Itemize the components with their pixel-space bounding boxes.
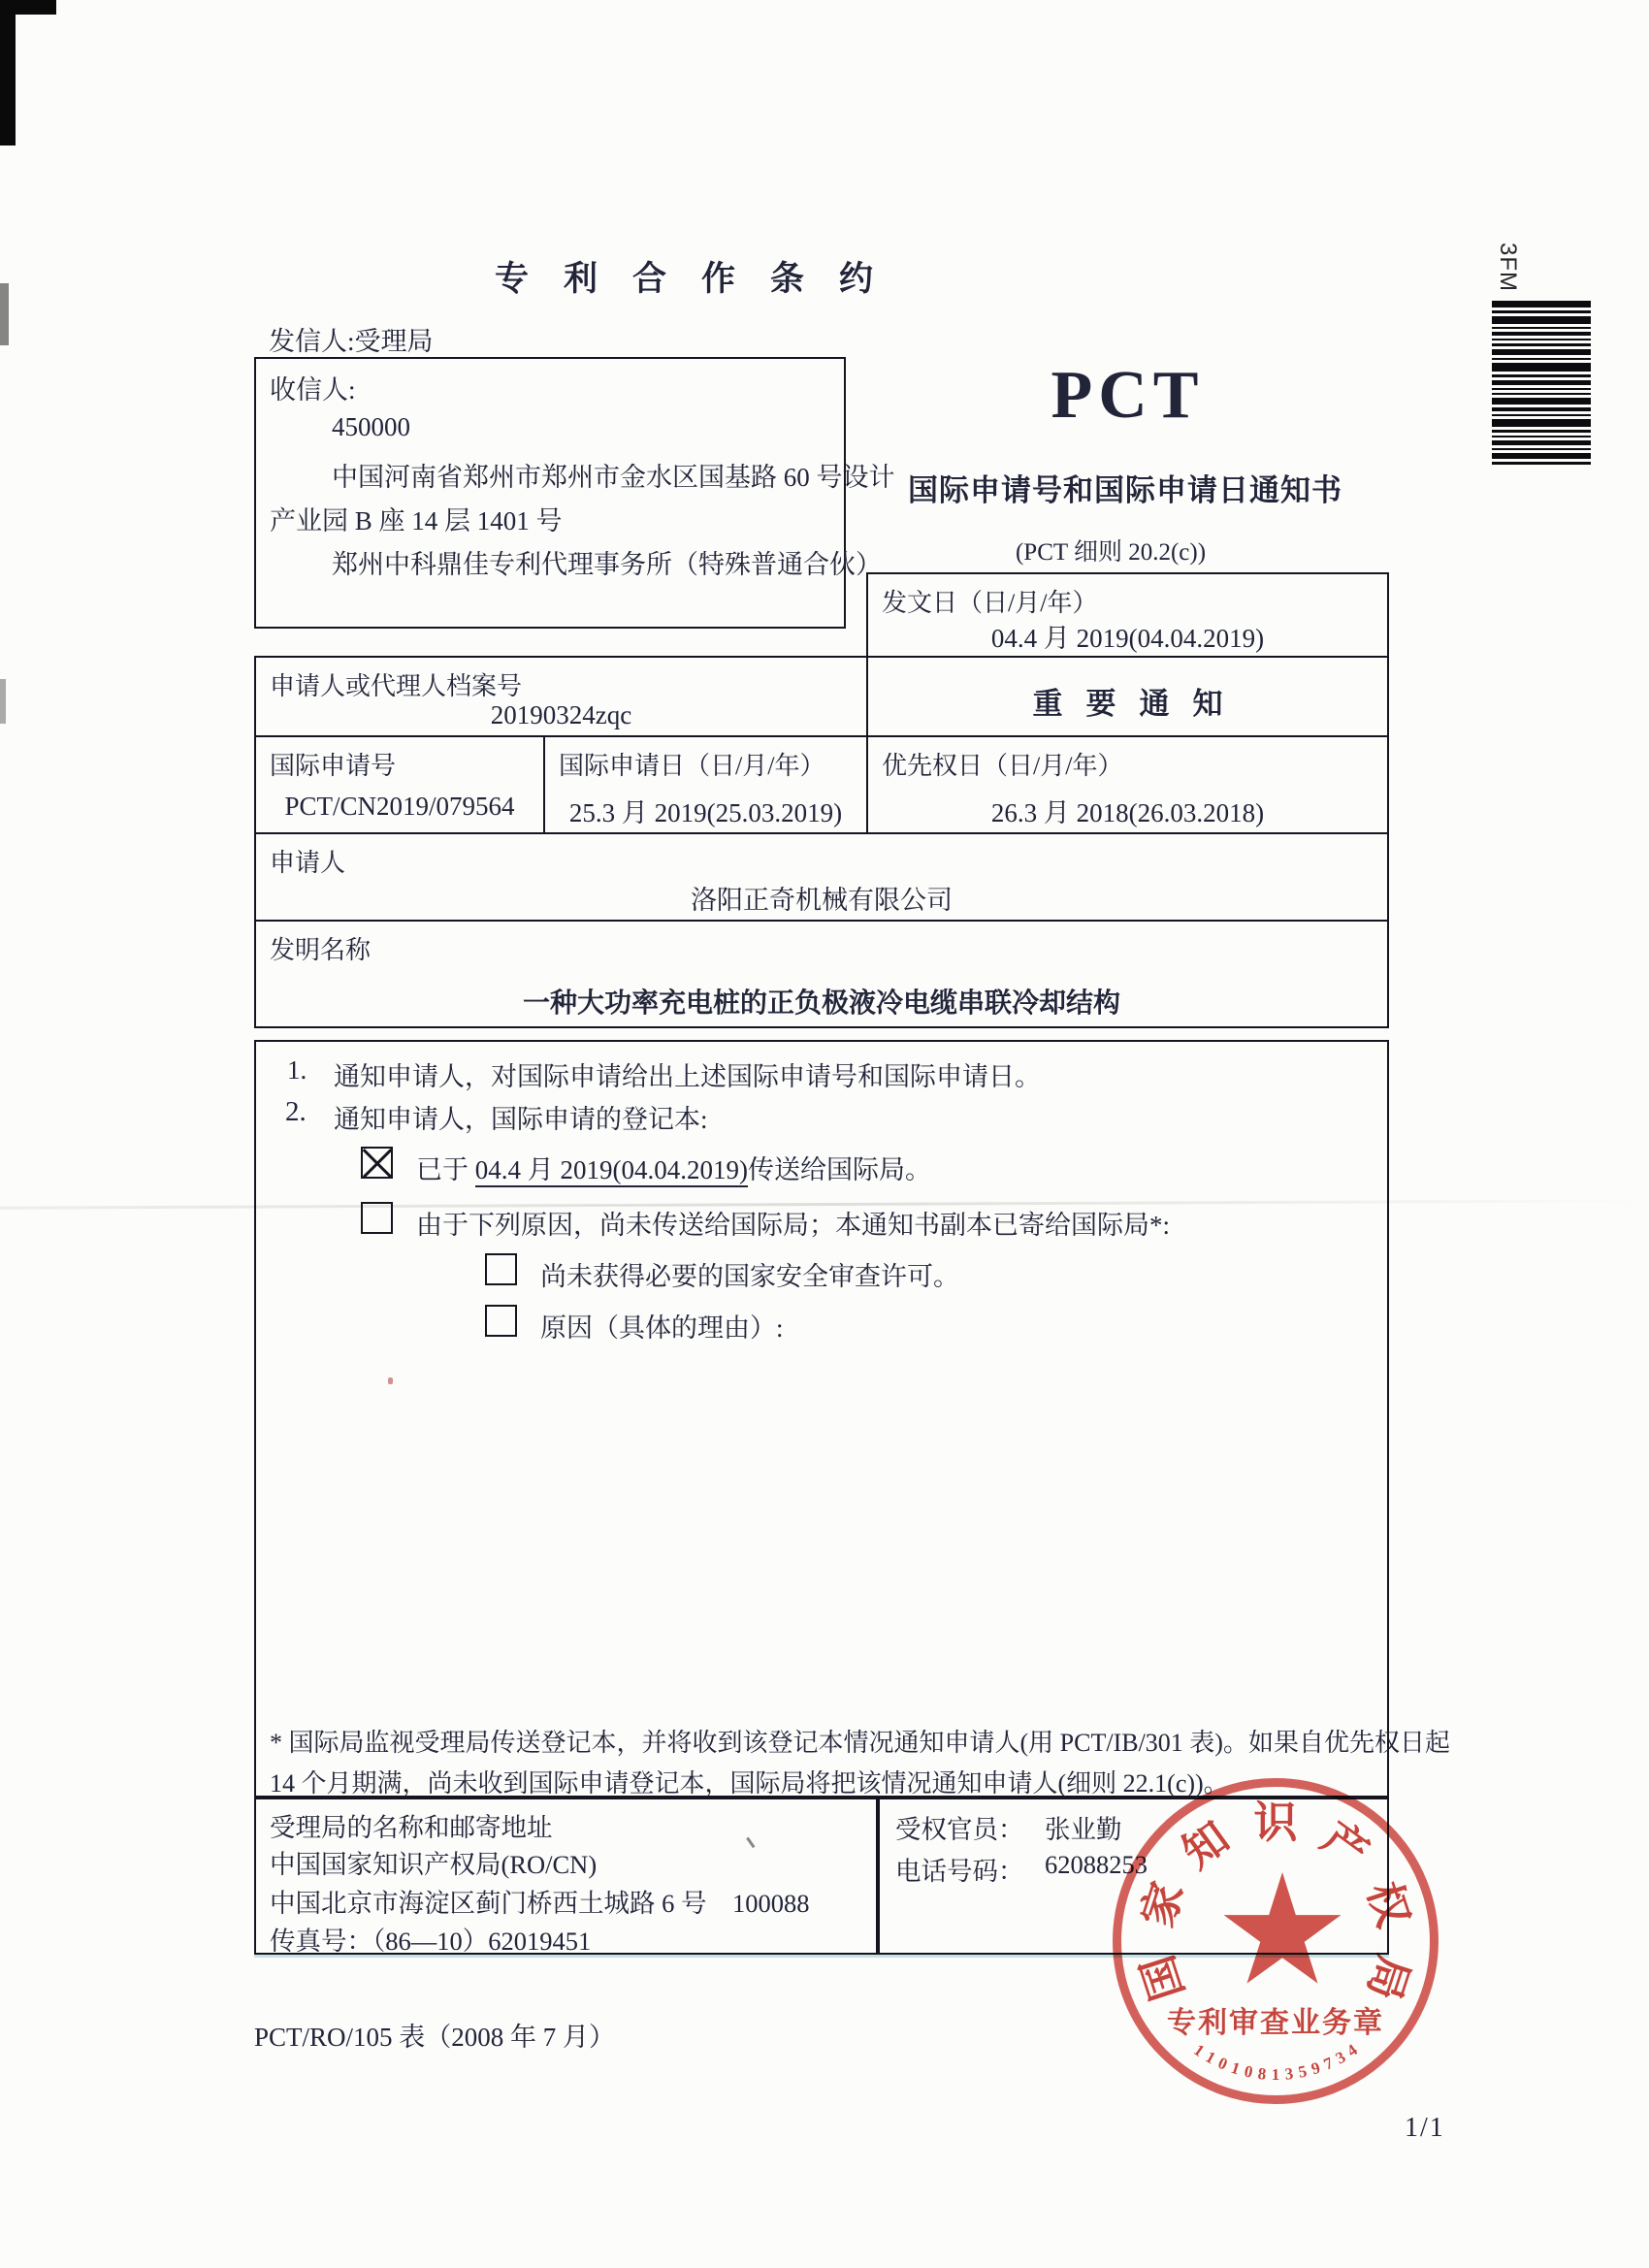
scan-artifact <box>0 679 6 724</box>
important-notice-cell <box>866 656 1389 737</box>
notification-box <box>254 1040 1450 1798</box>
option2-checkbox <box>361 1202 393 1234</box>
priority-date-cell <box>866 735 1389 834</box>
sub-option2-checkbox <box>485 1305 517 1337</box>
scan-artifact <box>0 283 9 345</box>
footnote-line1: * 国际局监视受理局传送登记本，并将收到该登记本情况通知申请人(用 PCT/IB/301 表)。如果自优先权日起 <box>270 1729 1450 1757</box>
sender-line: 发信人:受理局 <box>269 327 434 356</box>
option2-text: 由于下列原因，尚未传送给国际局；本通知书副本已寄给国际局*: <box>416 1211 1171 1240</box>
phone-value: 62088253 <box>1045 1850 1148 1879</box>
treaty-title: 专利合作条约 <box>494 260 908 298</box>
stamp-star-icon <box>1221 1872 1343 1994</box>
item2-text: 通知申请人，国际申请的登记本: <box>334 1105 708 1134</box>
sub-option2-text: 原因（具体的理由）: <box>540 1313 784 1343</box>
invention-title-label: 发明名称 <box>270 936 372 964</box>
item1-text: 通知申请人，对国际申请给出上述国际申请号和国际申请日。 <box>334 1062 1041 1091</box>
mailing-date-label: 发文日（日/月/年） <box>882 589 1098 617</box>
recipient-address-line2: 产业园 B 座 14 层 1401 号 <box>270 506 563 535</box>
invention-title-cell <box>254 920 1389 1028</box>
mailing-date-value: 04.4 月 2019(04.04.2019) <box>990 624 1265 653</box>
intl-app-no-value: PCT/CN2019/079564 <box>284 792 515 821</box>
sub-option1-text: 尚未获得必要的国家安全审查许可。 <box>540 1262 959 1291</box>
recipient-label: 收信人: <box>270 375 356 405</box>
form-code: PCT/RO/105 表（2008 年 7 月） <box>254 2023 616 2052</box>
applicant-value: 洛阳正奇机械有限公司 <box>691 886 953 915</box>
file-ref-value: 20190324zqc <box>490 700 632 729</box>
priority-date-value: 26.3 月 2018(26.03.2018) <box>990 798 1265 827</box>
recipient-postal-code: 450000 <box>332 412 410 441</box>
applicant-label: 申请人 <box>270 849 346 877</box>
scan-artifact <box>0 0 56 15</box>
receiving-office-fax: 传真号：（86—10）62019451 <box>270 1927 592 1956</box>
receiving-office-name: 中国国家知识产权局(RO/CN) <box>270 1850 598 1879</box>
receiving-office-address: 中国北京市海淀区蓟门桥西土城路 6 号 100088 <box>270 1889 810 1918</box>
pct-logo: PCT <box>1051 358 1205 433</box>
receiving-office-cell <box>254 1798 878 1955</box>
intl-filing-date-label: 国际申请日（日/月/年） <box>559 752 825 780</box>
important-notice: 重要通知 <box>1032 687 1246 721</box>
recipient-address-line1: 中国河南省郑州市郑州市金水区国基路 60 号设计 <box>332 463 895 492</box>
item2-number: 2. <box>285 1096 307 1127</box>
option1-date: 04.4 月 2019(04.04.2019) <box>475 1155 748 1187</box>
file-ref-cell <box>254 656 868 737</box>
receiving-office-label: 受理局的名称和邮寄地址 <box>270 1813 553 1842</box>
option1-text <box>416 1149 931 1186</box>
notice-title: 国际申请号和国际申请日通知书 <box>908 473 1342 507</box>
intl-app-no-cell <box>254 735 545 834</box>
item1-number: 1. <box>287 1055 307 1085</box>
option1-checkbox <box>361 1147 393 1179</box>
applicant-cell <box>254 832 1389 922</box>
option1-suffix: 传送给国际局。 <box>747 1155 931 1184</box>
intl-filing-date-value: 25.3 月 2019(25.03.2019) <box>568 798 843 827</box>
intl-filing-date-cell <box>543 735 868 834</box>
scan-artifact <box>0 0 16 146</box>
officer-name: 张业勤 <box>1045 1815 1122 1844</box>
sub-option1-checkbox <box>485 1253 517 1285</box>
stamp-title: 专利审查业务章 <box>1167 2007 1384 2039</box>
official-stamp: 国 家 知 识 产 权 局 专利审查业务章 1 1 0 1 0 8 1 3 5 9 7 3 4 <box>1113 1778 1439 2104</box>
barcode <box>1492 301 1591 479</box>
officer-label: 受权官员： <box>895 1815 1024 1844</box>
intl-app-no-label: 国际申请号 <box>270 752 397 780</box>
footnote-line2: 14 个月期满，尚未收到国际申请登记本，国际局将把该情况通知申请人(细则 22.1(c))。 <box>270 1769 1229 1798</box>
file-ref-label: 申请人或代理人档案号 <box>270 672 523 700</box>
rule-reference: (PCT 细则 20.2(c)) <box>1015 539 1207 566</box>
barcode-label: 3FM <box>1495 243 1521 292</box>
recipient-box <box>254 357 895 629</box>
option1-prefix: 已于 <box>416 1155 475 1184</box>
recipient-agency: 郑州中科鼎佳专利代理事务所（特殊普通合伙） <box>332 550 882 579</box>
mailing-date-cell <box>866 572 1389 658</box>
phone-label: 电话号码： <box>895 1857 1024 1886</box>
priority-date-label: 优先权日（日/月/年） <box>882 752 1123 780</box>
invention-title-value: 一种大功率充电桩的正负极液冷电缆串联冷却结构 <box>522 988 1120 1018</box>
page-number: 1/1 <box>1405 2113 1445 2143</box>
